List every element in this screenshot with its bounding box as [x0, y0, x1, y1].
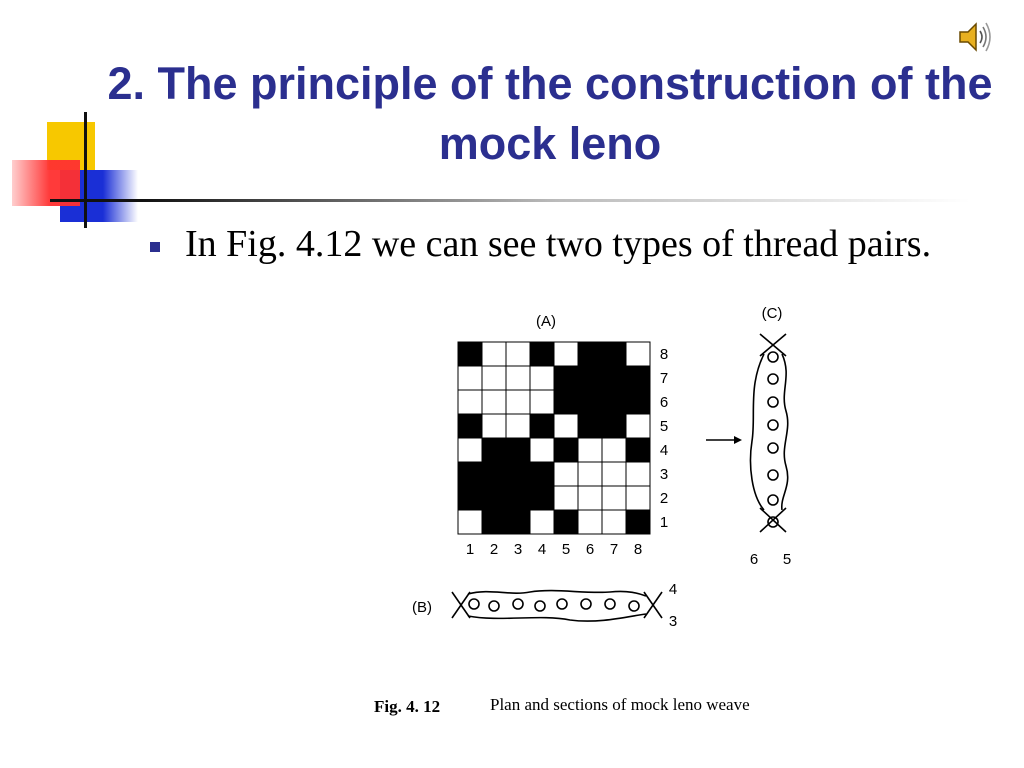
weave-cell: [602, 366, 626, 390]
weave-cell: [506, 414, 530, 438]
weave-cell: [482, 462, 506, 486]
weave-cell: [458, 414, 482, 438]
weave-cell: [602, 438, 626, 462]
section-c-drawing: [751, 334, 788, 532]
weave-cell: [458, 438, 482, 462]
column-number: 8: [633, 541, 643, 558]
section-c-number-5: 5: [782, 551, 792, 568]
column-numbers: [466, 541, 642, 558]
weave-cell: [458, 390, 482, 414]
column-number: 1: [465, 541, 475, 558]
figure-caption-number: Fig. 4. 12: [374, 697, 441, 716]
weave-cell: [506, 438, 530, 462]
weave-cell: [530, 438, 554, 462]
figure-label-c: (C): [761, 305, 783, 322]
weave-cell: [554, 414, 578, 438]
weave-cell: [626, 342, 650, 366]
weave-cell: [530, 366, 554, 390]
weave-plan-grid: [458, 342, 650, 534]
column-number: 6: [585, 541, 595, 558]
weave-cell: [602, 510, 626, 534]
row-numbers: [660, 346, 668, 531]
weave-cell: [578, 438, 602, 462]
weave-cell: [578, 510, 602, 534]
weave-cell: [578, 342, 602, 366]
decor-horizontal-line: [50, 199, 970, 202]
weave-cell: [482, 390, 506, 414]
weave-cell: [482, 486, 506, 510]
weave-cell: [626, 366, 650, 390]
weave-cell: [506, 342, 530, 366]
weave-cell: [554, 486, 578, 510]
weave-cell: [554, 462, 578, 486]
weave-cell: [506, 390, 530, 414]
weave-cell: [506, 486, 530, 510]
weave-cell: [578, 486, 602, 510]
weave-cell: [602, 486, 626, 510]
weave-cell: [554, 366, 578, 390]
column-number: 5: [561, 541, 571, 558]
decor-vertical-line: [84, 112, 87, 228]
bullet-text: In Fig. 4.12 we can see two types of thread pairs.: [185, 223, 932, 265]
weave-cell: [602, 342, 626, 366]
slide-title: 2. The principle of the construction of the mock leno: [107, 58, 993, 169]
section-b-number-4: 4: [668, 581, 678, 598]
mock-leno-figure: [340, 296, 910, 726]
weave-cell: [530, 510, 554, 534]
weave-cell: [506, 510, 530, 534]
weave-cell: [458, 342, 482, 366]
row-number: 4: [659, 442, 669, 459]
figure-caption-text: Plan and sections of mock leno weave: [490, 695, 750, 714]
speaker-icon[interactable]: [956, 18, 994, 56]
arrow-icon: [706, 436, 742, 444]
weave-cell: [578, 414, 602, 438]
weave-cell: [530, 462, 554, 486]
weave-cell: [506, 462, 530, 486]
row-number: 2: [659, 490, 669, 507]
weave-cell: [530, 390, 554, 414]
weave-cell: [626, 462, 650, 486]
weave-cell: [530, 414, 554, 438]
weave-cell: [554, 438, 578, 462]
column-number: 4: [537, 541, 547, 558]
weave-cell: [554, 390, 578, 414]
column-number: 2: [489, 541, 499, 558]
weave-cell: [602, 390, 626, 414]
weave-cell: [530, 486, 554, 510]
weave-cell: [482, 366, 506, 390]
figure-label-b: (B): [412, 599, 432, 616]
row-number: 8: [659, 346, 669, 363]
weave-cell: [554, 342, 578, 366]
section-b-number-3: 3: [668, 613, 678, 630]
weave-cell: [482, 438, 506, 462]
weave-cell: [626, 486, 650, 510]
weave-cell: [458, 486, 482, 510]
weave-cell: [482, 510, 506, 534]
column-number: 7: [609, 541, 619, 558]
weave-cell: [578, 390, 602, 414]
weave-cell: [458, 510, 482, 534]
row-number: 7: [659, 370, 669, 387]
weave-cell: [626, 414, 650, 438]
row-number: 5: [659, 418, 669, 435]
weave-cell: [578, 462, 602, 486]
weave-cell: [482, 342, 506, 366]
weave-cell: [626, 390, 650, 414]
weave-cell: [554, 510, 578, 534]
section-b-drawing: [452, 591, 662, 622]
figure-label-a: (A): [536, 313, 556, 330]
weave-cell: [482, 414, 506, 438]
weave-cell: [578, 366, 602, 390]
section-c-number-6: 6: [749, 551, 759, 568]
weave-cell: [626, 438, 650, 462]
row-number: 3: [659, 466, 669, 483]
weave-cell: [626, 510, 650, 534]
row-number: 1: [659, 514, 669, 531]
weave-cell: [458, 462, 482, 486]
weave-cell: [530, 342, 554, 366]
bullet-marker: [150, 242, 160, 252]
row-number: 6: [659, 394, 669, 411]
weave-cell: [602, 462, 626, 486]
weave-cell: [602, 414, 626, 438]
column-number: 3: [513, 541, 523, 558]
weave-cell: [458, 366, 482, 390]
weave-cell: [506, 366, 530, 390]
